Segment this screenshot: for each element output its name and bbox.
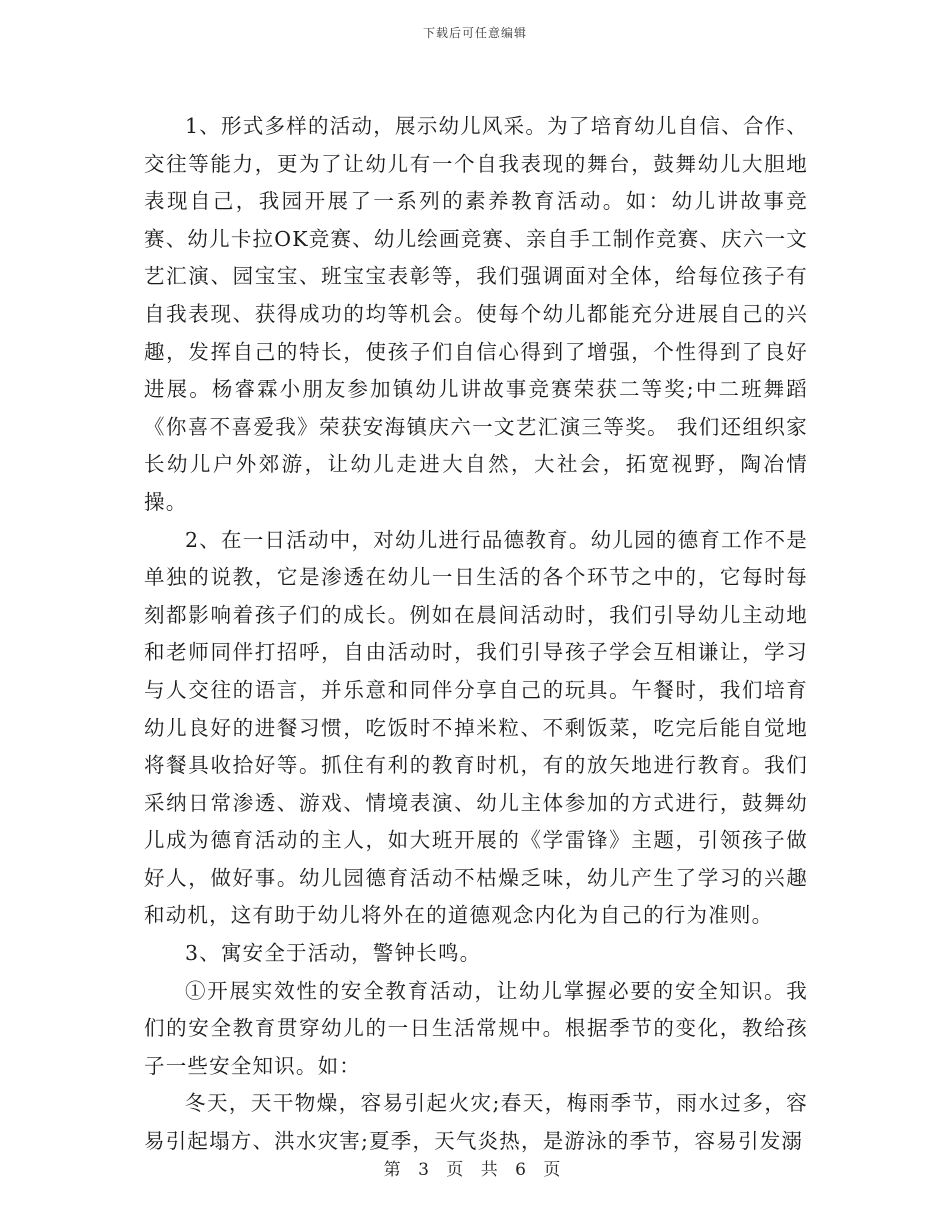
page-number: 第 3 页 共 6 页 bbox=[383, 1160, 567, 1180]
document-body bbox=[144, 108, 808, 1161]
paragraph-safety-education: ①开展实效性的安全教育活动，让幼儿掌握必要的安全知识。我们的安全教育贯穿幼儿的一日生活常规中。根据季节的变化，教给孩子一些安全知识。如： bbox=[144, 978, 808, 1078]
paragraph-safety-heading: 3、寓安全于活动，警钟长鸣。 bbox=[185, 941, 482, 966]
paragraph-seasons: 冬天，天干物燥，容易引起火灾;春天，梅雨季节，雨水过多，容易引起塌方、洪水灾害;夏季，天气炎热，是游泳的季节，容易引发溺 bbox=[144, 1091, 808, 1154]
paragraph-moral-education: 2、在一日活动中，对幼儿进行品德教育。幼儿园的德育工作不是单独的说教，它是渗透在幼儿一日生活的各个环节之中的，它每时每刻都影响着孩子们的成长。例如在晨间活动时，我们引导幼儿主动地和老师同伴打招呼，自由活动时，我们引导孩子学会互相谦让，学习与人交往的语言，并乐意和同伴分享自己的玩具。午餐时，我们培育幼儿良好的进餐习惯，吃饭时不掉米粒、不剩饭菜，吃完后能自觉地将餐具收拾好等。抓住有利的教育时机，有的放矢地进行教育。我们采纳日常渗透、游戏、情境表演、幼儿主体参加的方式进行，鼓舞幼儿成为德育活动的主人，如大班开展的《学雷锋》主题，引领孩子做好人，做好事。幼儿园德育活动不枯燥乏味，幼儿产生了学习的兴趣和动机，这有助于幼儿将外在的道德观念内化为自己的行为准则。 bbox=[144, 527, 808, 928]
paragraph-activities: 1、形式多样的活动，展示幼儿风采。为了培育幼儿自信、合作、交往等能力，更为了让幼儿有一个自我表现的舞台，鼓舞幼儿大胆地表现自己，我园开展了一系列的素养教育活动。如：幼儿讲故事竞赛、幼儿卡拉OK竞赛、幼儿绘画竞赛、亲自手工制作竞赛、庆六一文艺汇演、园宝宝、班宝宝表彰等，我们强调面对全体，给每位孩子有自我表现、获得成功的均等机会。使每个幼儿都能充分进展自己的兴趣，发挥自己的特长，使孩子们自信心得到了增强，个性得到了良好进展。杨睿霖小朋友参加镇幼儿讲故事竞赛荣获二等奖;中二班舞蹈《你喜不喜爱我》荣获安海镇庆六一文艺汇演三等奖。 我们还组织家长幼儿户外郊游，让幼儿走进大自然，大社会，拓宽视野，陶冶情操。 bbox=[144, 114, 808, 514]
page-header: 下载后可任意编辑 bbox=[422, 26, 527, 40]
